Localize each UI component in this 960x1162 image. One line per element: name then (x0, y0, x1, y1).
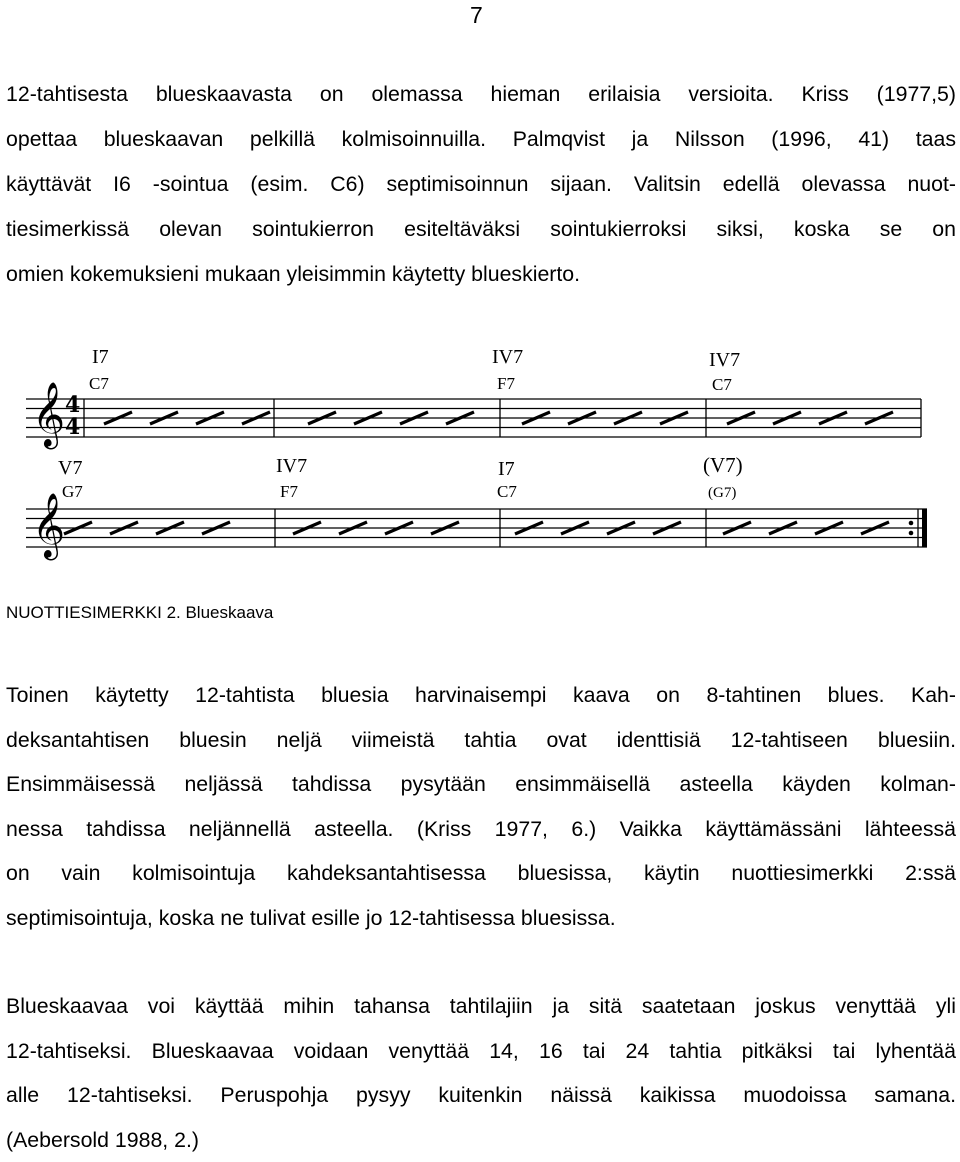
chord-symbol: G7 (62, 482, 83, 501)
text-line: alle 12-tahtiseksi. Peruspohja pysyy kuitenkin näissä kaikissa muodoissa samana. (6, 1073, 956, 1118)
roman-numeral: IV7 (709, 349, 740, 371)
staff-system-1 (26, 399, 921, 437)
text-line: tiesimerkissä olevan sointukierron esiteltäväksi sointukierroksi siksi, koska se on (6, 207, 956, 252)
text-line: nessa tahdissa neljännellä asteella. (Kriss 1977, 6.) Vaikka käyttämässäni lähteessä (6, 807, 956, 852)
text-line: on vain kolmisointuja kahdeksantahtisessa bluesissa, käytin nuottiesimerkki 2:ssä (6, 851, 956, 896)
text-line: Blueskaavaa voi käyttää mihin tahansa tahtilajiin ja sitä saatetaan joskus venyttää yli (6, 984, 956, 1029)
page-number: 7 (470, 2, 483, 29)
time-signature-bottom: 4 (65, 414, 80, 440)
repeat-dot (909, 521, 914, 526)
chord-symbol: C7 (497, 482, 517, 501)
roman-numeral: V7 (58, 457, 82, 479)
text-line: 12-tahtiseksi. Blueskaavaa voidaan venyttää 14, 16 tai 24 tahtia pitkäksi tai lyhentää (6, 1029, 956, 1074)
treble-clef-icon: 𝄞 (32, 493, 65, 560)
chord-symbol: C7 (89, 374, 109, 393)
text-line: 12-tahtisesta blueskaavasta on olemassa hieman erilaisia versioita. Kriss (1977,5) (6, 72, 956, 117)
text-line: Toinen käytetty 12-tahtista bluesia harvinaisempi kaava on 8-tahtinen blues. Kah- (6, 673, 956, 718)
text-line: omien kokemuksieni mukaan yleisimmin käytetty blueskierto. (6, 252, 956, 297)
roman-numeral: I7 (92, 346, 109, 368)
roman-numeral: (V7) (703, 453, 743, 477)
final-barline (922, 509, 927, 547)
treble-clef-icon: 𝄞 (32, 382, 65, 449)
text-line: Ensimmäisessä neljässä tahdissa pysytään ensimmäisellä asteella käyden kolman- (6, 762, 956, 807)
paragraph-intro (6, 72, 956, 297)
text-line: käyttävät I6 -sointua (esim. C6) septimisoinnun sijaan. Valitsin edellä olevassa nuot- (6, 162, 956, 207)
roman-numeral: IV7 (276, 455, 307, 477)
staff-system-2 (26, 509, 927, 547)
chord-symbol: C7 (712, 375, 732, 394)
chord-symbol: F7 (497, 374, 515, 393)
roman-numeral: I7 (498, 458, 515, 480)
music-notation-example (0, 330, 960, 590)
chord-symbol: (G7) (708, 485, 736, 501)
paragraph-extension (6, 984, 956, 1162)
figure-caption: NUOTTIESIMERKKI 2. Blueskaava (6, 603, 273, 623)
text-line: septimisointuja, koska ne tulivat esille jo 12-tahtisessa bluesissa. (6, 896, 956, 941)
text-line: opettaa blueskaavan pelkillä kolmisoinnuilla. Palmqvist ja Nilsson (1996, 41) taas (6, 117, 956, 162)
text-line: (Aebersold 1988, 2.) (6, 1118, 956, 1162)
chord-symbol: F7 (280, 482, 298, 501)
repeat-dot (909, 531, 914, 536)
roman-numeral: IV7 (492, 346, 523, 368)
paragraph-eight-bar-blues (6, 673, 956, 940)
text-line: deksantahtisen bluesin neljä viimeistä tahtia ovat identtisiä 12-tahtiseen bluesiin. (6, 718, 956, 763)
time-signature-top: 4 (65, 392, 80, 418)
